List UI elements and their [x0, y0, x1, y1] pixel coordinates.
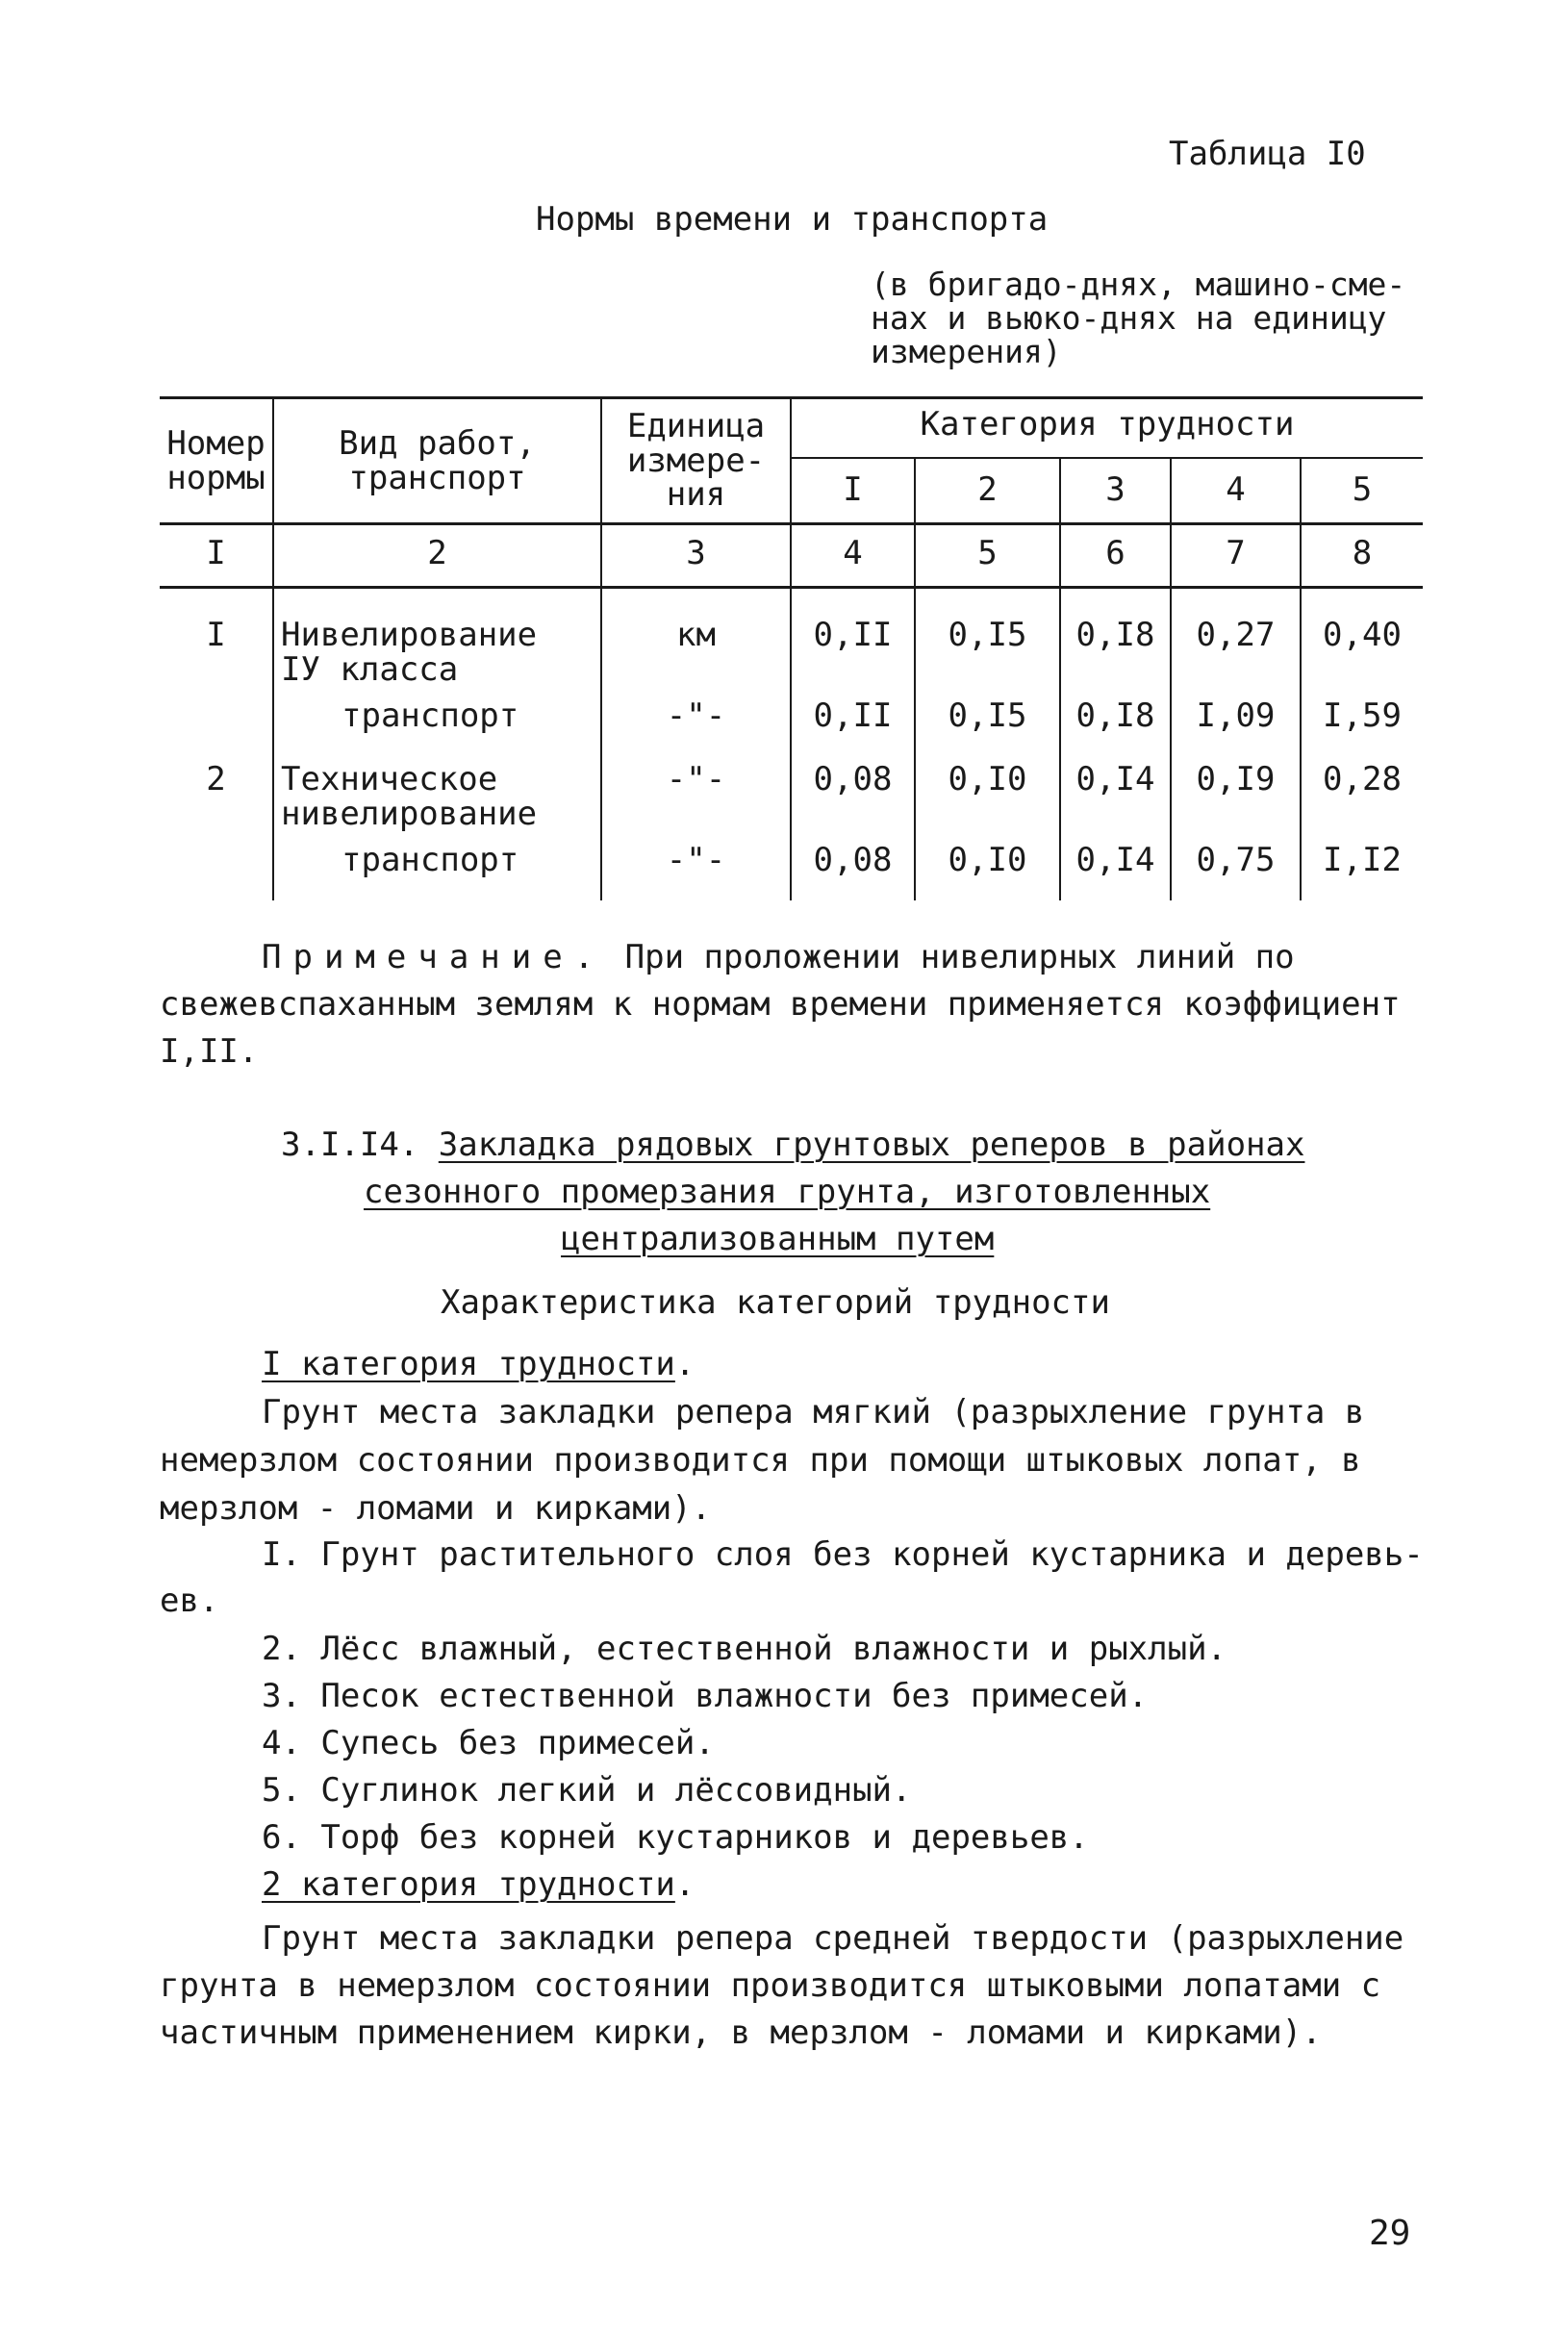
list-item: 2. Лёсс влажный, естественной влажности и рыхлый. — [262, 1630, 1227, 1668]
table-units-line-3: измерения) — [871, 333, 1062, 370]
table-label: Таблица I0 — [1169, 135, 1366, 173]
list-item: 6. Торф без корней кустарников и деревьев. — [262, 1818, 1089, 1857]
row-value-2: 0,I5 — [948, 616, 1027, 654]
colnum-1: I — [206, 534, 226, 572]
section-heading-line-1 — [281, 1127, 1304, 1163]
cat2-para-2: грунта в немерзлом состоянии производится штыковыми лопатами с — [160, 1966, 1381, 2005]
cat2-heading — [262, 1867, 695, 1903]
note-label: Примечание. — [262, 938, 606, 976]
table-title: Нормы времени и транспорта — [536, 200, 1049, 239]
row-work — [281, 760, 538, 833]
header-unit-line-2: измере- — [626, 441, 766, 480]
page-number: 29 — [1369, 2214, 1411, 2253]
note-line-1 — [262, 940, 1295, 975]
row-value-2: 0,I0 — [948, 841, 1027, 879]
list-item: I. Грунт растительного слоя без корней кустарника и деревь- — [262, 1535, 1424, 1574]
cat2-para-1: Грунт места закладки репера средней твердости (разрыхление — [262, 1919, 1404, 1958]
header-number — [160, 424, 272, 497]
section-title-line-2: сезонного промерзания грунта, изготовленных — [364, 1173, 1211, 1211]
colnum-7: 7 — [1226, 534, 1246, 572]
row-value-5: I,I2 — [1323, 841, 1402, 879]
row-work-line-1: Нивелирование — [281, 616, 538, 654]
cat2-heading-end: . — [674, 1865, 695, 1904]
section-title-1: Закладка рядовых грунтовых реперов в районах — [438, 1126, 1305, 1164]
row-number: I — [206, 616, 226, 654]
header-number-line-2: нормы — [166, 458, 266, 497]
row-value-3: 0,I4 — [1075, 760, 1155, 798]
row-value-2: 0,I5 — [948, 696, 1027, 735]
row-value-1: 0,II — [813, 696, 893, 735]
row-work-line-2: нивелирование — [281, 794, 538, 833]
row-work — [281, 616, 538, 689]
cat1-heading-end: . — [674, 1345, 695, 1383]
table-units-line-2: нах и вьюко-днях на единицу — [871, 299, 1387, 337]
row-unit: км — [676, 616, 716, 654]
colnum-4: 4 — [843, 534, 863, 572]
list-item: ев. — [160, 1582, 219, 1620]
row-work: транспорт — [341, 841, 519, 879]
row-value-4: 0,27 — [1196, 616, 1276, 654]
row-value-1: 0,II — [813, 616, 893, 654]
header-category-4: 4 — [1226, 470, 1246, 509]
row-value-3: 0,I8 — [1075, 696, 1155, 735]
colnum-5: 5 — [977, 534, 998, 572]
row-value-3: 0,I4 — [1075, 841, 1155, 879]
list-item: 5. Суглинок легкий и лёссовидный. — [262, 1771, 912, 1810]
category-rule — [791, 457, 1423, 459]
row-value-5: 0,40 — [1323, 616, 1402, 654]
vrule-4 — [914, 458, 916, 900]
colnum-2: 2 — [427, 534, 447, 572]
row-unit: -"- — [666, 760, 726, 798]
note-line-3: I,II. — [160, 1032, 259, 1071]
cat1-para-3: мерзлом - ломами и кирками). — [160, 1489, 712, 1528]
header-category-2: 2 — [977, 470, 998, 509]
vrule-7 — [1300, 458, 1302, 900]
row-value-3: 0,I8 — [1075, 616, 1155, 654]
header-category-group: Категория трудности — [920, 405, 1295, 443]
note-line-2: свежевспаханным землям к нормам времени применяется коэффициент — [160, 985, 1401, 1024]
row-value-5: I,59 — [1323, 696, 1402, 735]
section-subtitle: Характеристика категорий трудности — [441, 1283, 1110, 1322]
row-work-line-2: IУ класса — [281, 649, 459, 689]
section-number: 3.I.I4. — [281, 1126, 419, 1164]
cat2-heading-text: 2 категория трудности — [262, 1865, 675, 1904]
row-work-line-1: Техническое — [281, 760, 498, 798]
table-units-line-1: (в бригадо-днях, машино-сме- — [871, 266, 1406, 303]
header-category-1: I — [843, 470, 863, 509]
row-value-5: 0,28 — [1323, 760, 1402, 798]
row-value-1: 0,08 — [813, 841, 893, 879]
header-category-3: 3 — [1105, 470, 1125, 509]
header-unit-line-1: Единица — [626, 407, 766, 445]
row-value-1: 0,08 — [813, 760, 893, 798]
colnum-3: 3 — [686, 534, 706, 572]
row-value-2: 0,I0 — [948, 760, 1027, 798]
row-unit: -"- — [666, 841, 726, 879]
cat1-heading — [262, 1347, 695, 1382]
row-work: транспорт — [341, 696, 519, 735]
list-item: 3. Песок естественной влажности без примесей. — [262, 1677, 1149, 1715]
note-text-1: При проложении нивелирных линий по — [605, 938, 1295, 976]
row-unit: -"- — [666, 696, 726, 735]
colnum-6: 6 — [1105, 534, 1125, 572]
vrule-5 — [1059, 458, 1061, 900]
list-item: 4. Супесь без примесей. — [262, 1724, 715, 1762]
cat2-para-3: частичным применением кирки, в мерзлом - ломами и кирками). — [160, 2013, 1322, 2052]
header-work-line-1: Вид работ, — [339, 424, 536, 463]
row-value-4: 0,I9 — [1196, 760, 1276, 798]
row-value-4: 0,75 — [1196, 841, 1276, 879]
header-number-line-1: Номер — [166, 424, 266, 463]
header-category-5: 5 — [1352, 470, 1373, 509]
colnum-8: 8 — [1352, 534, 1373, 572]
header-work — [274, 424, 600, 497]
header-unit-line-3: ния — [666, 475, 726, 515]
cat1-heading-text: I категория трудности — [262, 1345, 675, 1383]
header-work-line-2: транспорт — [348, 458, 526, 497]
section-title-line-3: централизованным путем — [561, 1220, 995, 1258]
cat1-para-2: немерзлом состоянии производится при помощи штыковых лопат, в — [160, 1441, 1361, 1480]
cat1-para-1: Грунт места закладки репера мягкий (разрыхление грунта в — [262, 1393, 1365, 1431]
row-value-4: I,09 — [1196, 696, 1276, 735]
header-unit — [602, 407, 790, 515]
row-number: 2 — [206, 760, 226, 798]
vrule-6 — [1170, 458, 1172, 900]
